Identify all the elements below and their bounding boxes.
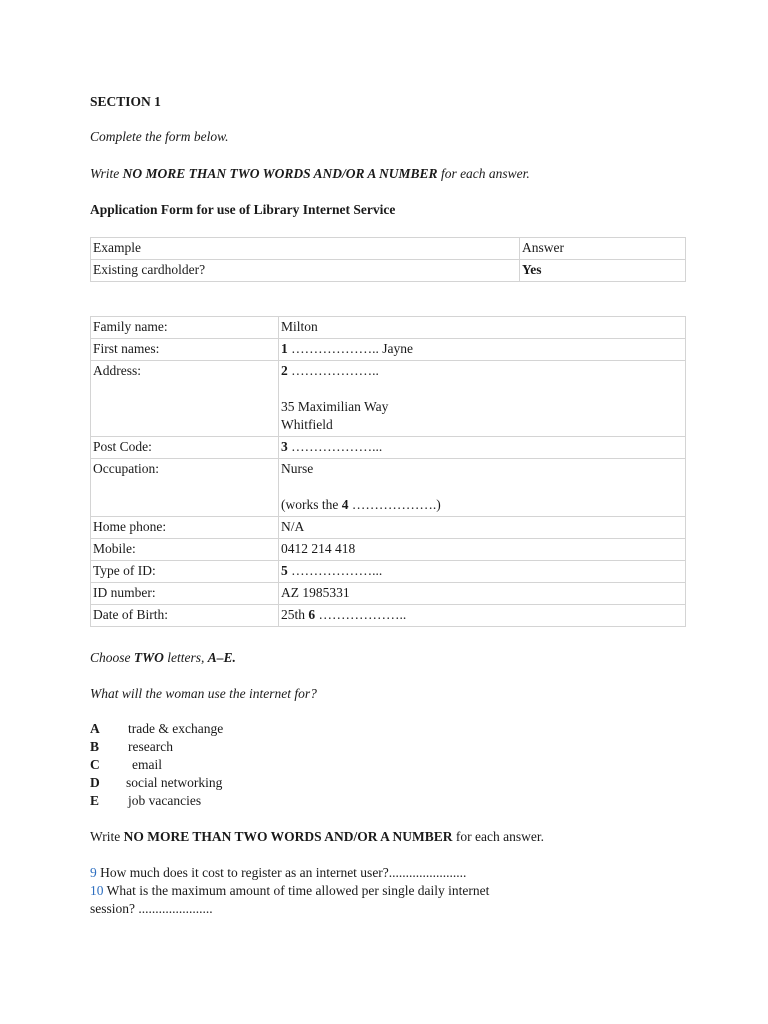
type-of-id-label: Type of ID: (91, 561, 279, 583)
answer-blank-6[interactable]: ……………….. (315, 607, 407, 622)
option-a[interactable] (90, 721, 223, 737)
option-letter: D (90, 775, 100, 790)
option-e[interactable] (90, 793, 201, 809)
option-text: trade & exchange (128, 721, 224, 736)
answer-blank-5[interactable]: ………………... (287, 563, 383, 578)
table-row (91, 317, 686, 339)
choose-mid: letters, (163, 650, 208, 665)
example-header-row (91, 238, 686, 260)
question-number-4: 4 (341, 497, 349, 512)
table-row (91, 583, 686, 605)
question-9 (90, 865, 466, 881)
question-number-5: 5 (281, 563, 288, 578)
occupation-value (279, 459, 686, 517)
occupation-works-pre: (works the (281, 497, 342, 512)
option-c[interactable] (90, 757, 162, 773)
instruction-word-limit (90, 166, 530, 182)
family-name-value: Milton (279, 317, 686, 339)
date-of-birth-label: Date of Birth: (91, 605, 279, 627)
id-number-value: AZ 1985331 (279, 583, 686, 605)
example-table (90, 237, 686, 282)
answer-blank-2[interactable]: ……………….. (287, 363, 379, 378)
option-letter: B (90, 739, 100, 754)
question-9-text: How much does it cost to register as an internet user?....................... (96, 865, 467, 880)
mobile-label: Mobile: (91, 539, 279, 561)
option-d[interactable] (90, 775, 222, 791)
table-row (91, 561, 686, 583)
option-b[interactable] (90, 739, 173, 755)
section-title: SECTION 1 (90, 94, 161, 109)
answer-blank-3[interactable]: ………………... (287, 439, 383, 454)
occupation-text: Nurse (281, 461, 314, 476)
home-phone-value: N/A (279, 517, 686, 539)
instruction-bold: NO MORE THAN TWO WORDS AND/OR A NUMBER (123, 829, 453, 844)
dob-pre: 25th (281, 607, 309, 622)
application-form-table (90, 316, 686, 627)
example-row (91, 260, 686, 282)
post-code-value (279, 437, 686, 459)
question-number-3: 3 (281, 439, 288, 454)
table-row (91, 605, 686, 627)
choose-bold-range: A–E. (207, 650, 236, 665)
table-row (91, 459, 686, 517)
question-10 (90, 883, 489, 899)
question-number-9: 9 (90, 865, 97, 880)
occupation-label: Occupation: (91, 459, 279, 517)
mobile-value: 0412 214 418 (279, 539, 686, 561)
address-value (279, 361, 686, 437)
example-header-cell: Example (91, 238, 520, 260)
question-number-6: 6 (308, 607, 316, 622)
instruction-post: for each answer. (437, 166, 530, 181)
question-number-2: 2 (281, 363, 288, 378)
option-text: job vacancies (128, 793, 202, 808)
choose-bold-two: TWO (133, 650, 164, 665)
first-names-after: Jayne (378, 341, 413, 356)
family-name-label: Family name: (91, 317, 279, 339)
instruction-bold: NO MORE THAN TWO WORDS AND/OR A NUMBER (122, 166, 438, 181)
instruction-word-limit-2 (90, 829, 544, 845)
instruction-pre: Write (90, 166, 123, 181)
form-title: Application Form for use of Library Internet Service (90, 202, 396, 217)
option-text: social networking (126, 775, 223, 790)
address-line-town: Whitfield (281, 417, 333, 432)
post-code-label: Post Code: (91, 437, 279, 459)
instruction-complete-form: Complete the form below. (90, 129, 229, 144)
id-number-label: ID number: (91, 583, 279, 605)
question-10-line2: session? ...................... (90, 901, 213, 916)
option-letter: E (90, 793, 100, 808)
answer-blank-4[interactable]: ……………….) (348, 497, 441, 512)
first-names-label: First names: (91, 339, 279, 361)
date-of-birth-value (279, 605, 686, 627)
type-of-id-value (279, 561, 686, 583)
instruction-post: for each answer. (452, 829, 544, 844)
question-10-text: What is the maximum amount of time allowed per single daily internet (103, 883, 490, 898)
table-row (91, 339, 686, 361)
table-row (91, 539, 686, 561)
answer-blank-1[interactable]: ……………….. (287, 341, 379, 356)
choose-pre: Choose (90, 650, 134, 665)
option-letter: A (90, 721, 100, 736)
question-number-1: 1 (281, 341, 288, 356)
option-text: research (128, 739, 173, 754)
question-text: What will the woman use the internet for? (90, 686, 317, 701)
address-line-street: 35 Maximilian Way (281, 399, 389, 414)
question-number-10: 10 (90, 883, 104, 898)
address-label: Address: (91, 361, 279, 437)
example-question-cell: Existing cardholder? (91, 260, 520, 282)
option-text: email (132, 757, 162, 772)
table-row (91, 361, 686, 437)
first-names-value (279, 339, 686, 361)
answer-header-cell: Answer (520, 238, 686, 260)
table-row (91, 437, 686, 459)
choose-instruction (90, 650, 236, 666)
instruction-pre: Write (90, 829, 124, 844)
example-answer-cell: Yes (520, 260, 686, 282)
table-row (91, 517, 686, 539)
home-phone-label: Home phone: (91, 517, 279, 539)
option-letter: C (90, 757, 100, 772)
